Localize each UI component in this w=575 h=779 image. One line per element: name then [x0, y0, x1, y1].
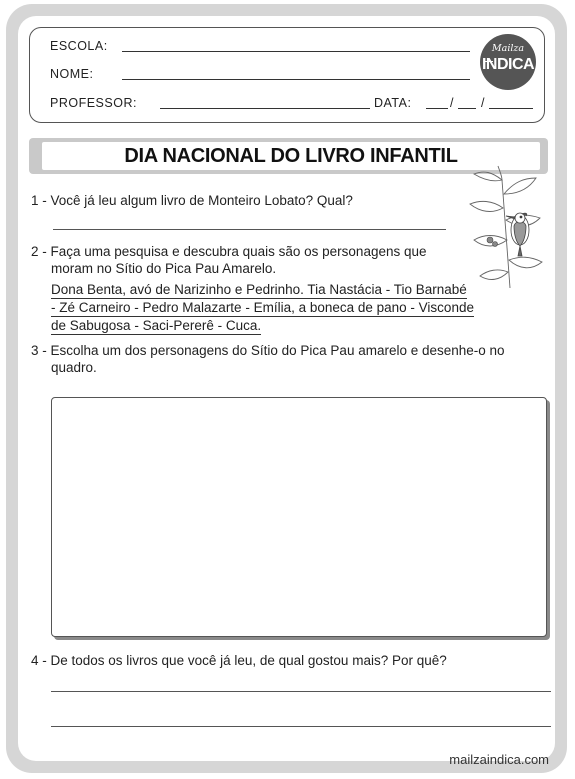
question-3-cont: quadro. — [51, 360, 97, 375]
answer-line-4b[interactable] — [51, 726, 551, 727]
question-3: 3 - Escolha um dos personagens do Sítio do Pica Pau amarelo e desenhe-o no — [31, 343, 505, 358]
question-2-cont: moram no Sítio do Pica Pau Amarelo. — [51, 261, 277, 276]
date-label: DATA: — [374, 96, 412, 110]
worksheet — [18, 16, 555, 761]
school-label: ESCOLA: — [50, 39, 108, 53]
brand-logo — [480, 34, 536, 90]
logo-bottom-text: INDICA — [481, 56, 535, 73]
answer-line-1[interactable] — [53, 229, 446, 230]
teacher-label: PROFESSOR: — [50, 96, 137, 110]
bird-on-branch-icon — [462, 160, 544, 290]
date-day-field[interactable] — [426, 108, 448, 109]
footer-url: mailzaindica.com — [449, 752, 549, 767]
question-2: 2 - Faça uma pesquisa e descubra quais são os personagens que — [31, 244, 427, 259]
teacher-field[interactable] — [160, 108, 370, 109]
page-title: DIA NACIONAL DO LIVRO INFANTIL — [42, 142, 540, 170]
answer-2 — [51, 281, 474, 335]
school-field[interactable] — [122, 51, 470, 52]
date-slash: / — [481, 96, 485, 110]
answer-2-line: - Zé Carneiro - Pedro Malazarte - Emília, a boneca de pano - Visconde — [51, 300, 474, 315]
name-field[interactable] — [122, 79, 470, 80]
logo-top-text: Mailza — [491, 43, 525, 54]
answer-2-line: de Sabugosa - Saci-Pererê - Cuca. — [51, 318, 262, 333]
date-year-field[interactable] — [489, 108, 533, 109]
date-month-field[interactable] — [458, 108, 476, 109]
question-1: 1 - Você já leu algum livro de Monteiro Lobato? Qual? — [31, 193, 353, 208]
name-label: NOME: — [50, 67, 94, 81]
answer-2-line: Dona Benta, avó de Narizinho e Pedrinho. Tia Nastácia - Tio Barnabé — [51, 282, 467, 297]
date-slash: / — [450, 96, 454, 110]
answer-line-4a[interactable] — [51, 691, 551, 692]
question-4: 4 - De todos os livros que você já leu, de qual gostou mais? Por quê? — [31, 653, 447, 668]
drawing-box[interactable] — [51, 397, 547, 637]
